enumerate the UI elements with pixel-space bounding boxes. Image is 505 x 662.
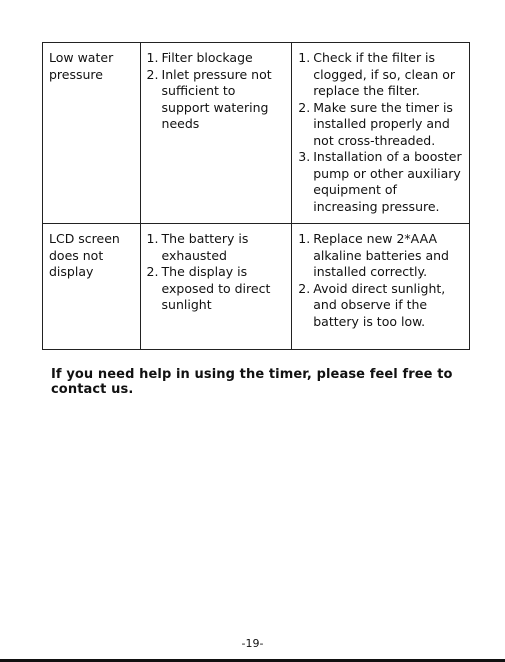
issue-text: Low water pressure (49, 50, 114, 82)
page-number: -19- (241, 637, 264, 650)
list-item: 2. Inlet pressure not sufficient to support watering needs (146, 66, 272, 131)
issue-cell (43, 224, 141, 350)
list-item: 2. Make sure the timer is installed properly and not cross-threaded. (298, 99, 453, 148)
contact-note: If you need help in using the timer, please feel free to contact us. (51, 367, 453, 397)
list-item: 1. Replace new 2*AAA alkaline batteries and installed correctly. (298, 231, 449, 279)
issue-text: LCD screen does not display (49, 231, 120, 279)
causes-list (147, 50, 287, 133)
list-item: 2. Avoid direct sunlight, and observe if the battery is too low. (298, 280, 446, 329)
list-item: 1. The battery is exhausted (146, 231, 249, 263)
causes-list (147, 231, 287, 314)
list-item: 1. Check if the filter is clogged, if so, clean or replace the filter. (298, 50, 456, 98)
solutions-list (298, 50, 464, 215)
solutions-list (298, 231, 464, 330)
solutions-cell (292, 43, 470, 224)
list-item: 1. Filter blockage (146, 50, 253, 65)
list-item: 2. The display is exposed to direct sunlight (146, 264, 271, 312)
table-row (43, 224, 470, 350)
solutions-cell (292, 224, 470, 350)
issue-cell (43, 43, 141, 224)
table-row (43, 43, 470, 224)
troubleshooting-table (42, 42, 470, 350)
list-item: 3. Installation of a booster pump or other auxiliary equipment of increasing pressure. (298, 149, 462, 214)
causes-cell (140, 224, 292, 350)
causes-cell (140, 43, 292, 224)
